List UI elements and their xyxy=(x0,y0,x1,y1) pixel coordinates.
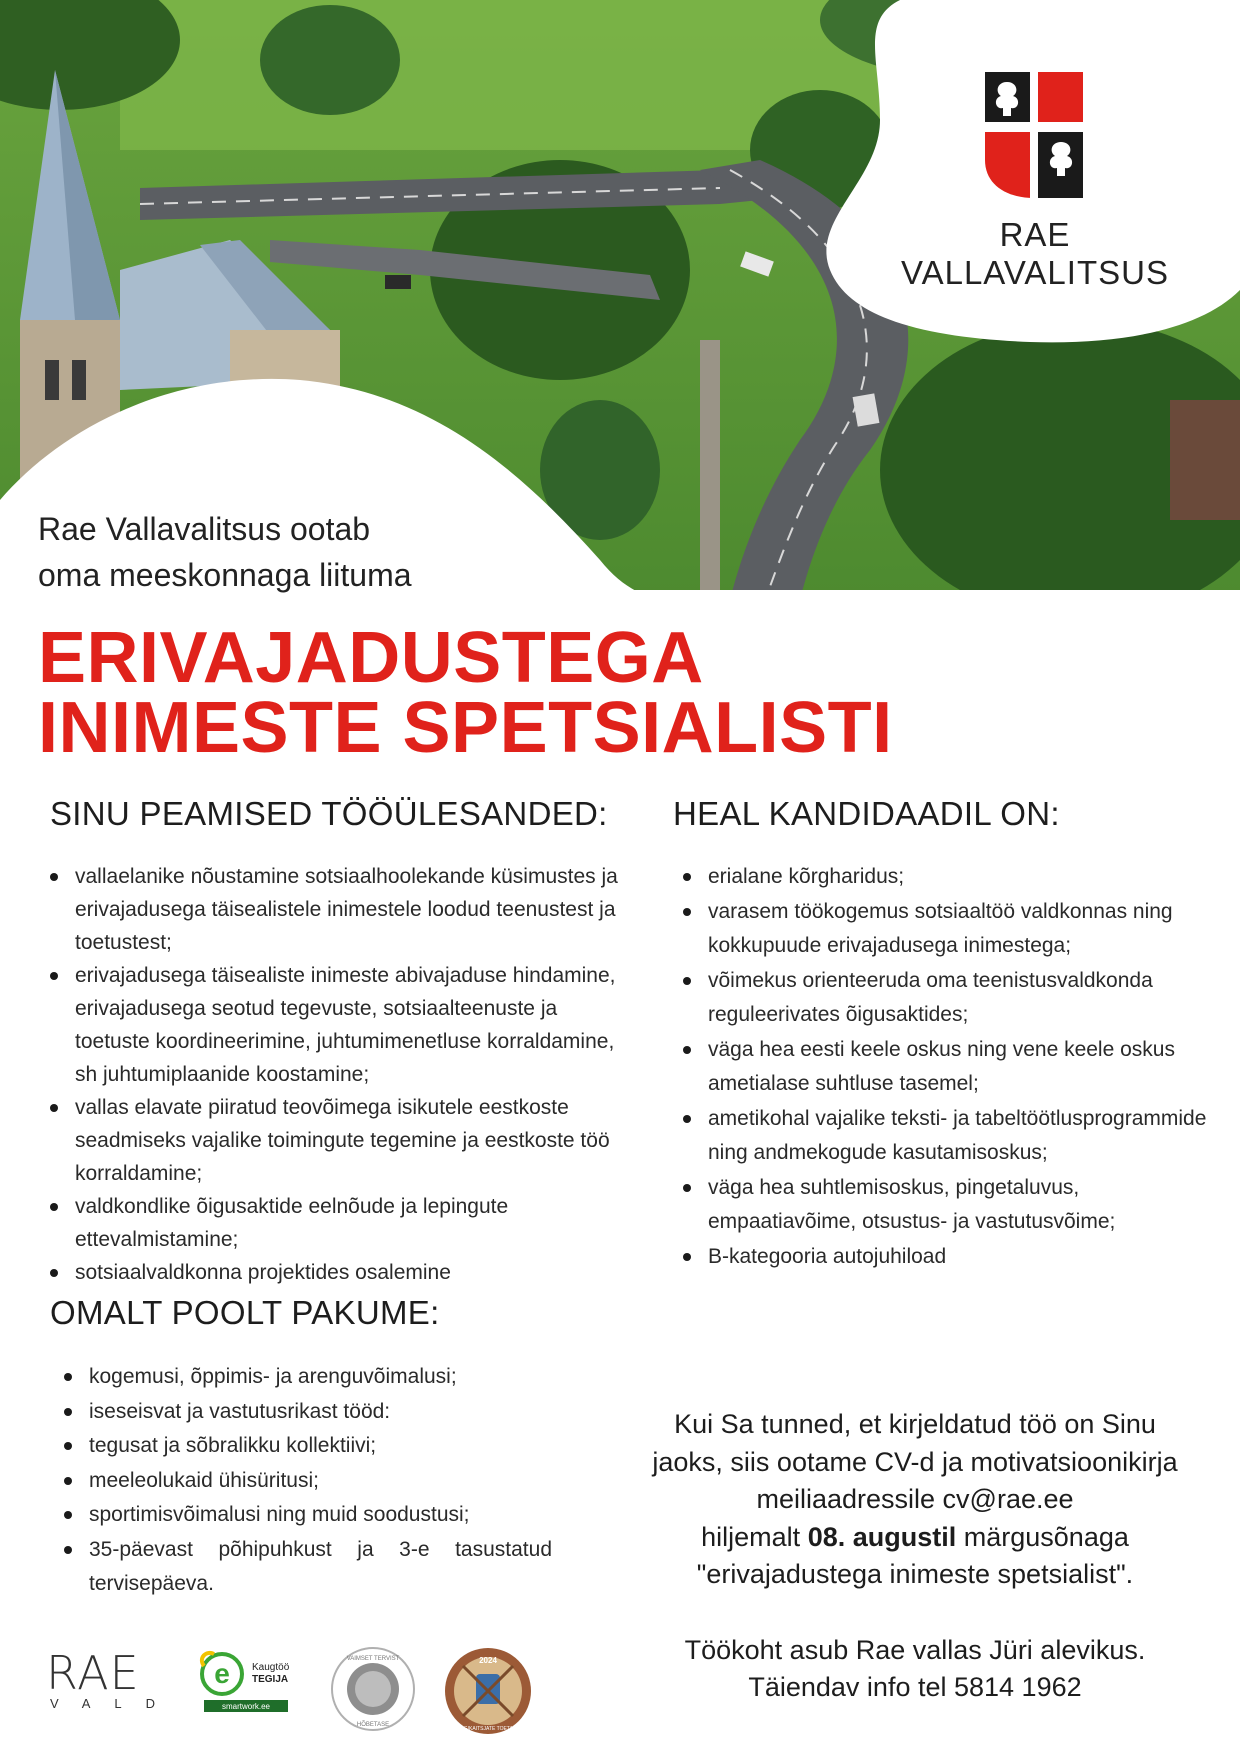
rae-vald-logo xyxy=(46,1646,179,1712)
rae-logo-word: RAE xyxy=(46,1646,140,1700)
list-item: sportimisvõimalusi ning muid soodustusi; xyxy=(64,1498,552,1533)
list-item: võimekus orienteeruda oma teenistusvaldkonda reguleerivates õigusaktides; xyxy=(683,964,1223,1033)
list-item: erivajadusega täisealiste inimeste abivajaduse hindamine, erivajadusega seotud tegevuste, sotsiaalteenuste ja toetuste koordineerimine, juhtumimenetluse korraldamine, sh juhtumiplaanide koostamine; xyxy=(50,959,630,1091)
kaugtoo-line2: TEGIJA xyxy=(252,1674,289,1685)
offer-list xyxy=(64,1360,552,1602)
kaugtoo-url: smartwork.ee xyxy=(221,1702,271,1711)
tasks-heading: SINU PEAMISED TÖÖÜLESANDED: xyxy=(50,795,608,832)
deadline-prefix: hiljemalt xyxy=(701,1521,801,1552)
list-item: väga hea eesti keele oskus ning vene keele oskus ametialase suhtluse tasemel; xyxy=(683,1033,1223,1102)
vaimset-tervist-badge xyxy=(330,1646,416,1732)
contact-line: Kui Sa tunned, et kirjeldatud töö on Sinu xyxy=(674,1409,1156,1439)
list-item: vallaelanike nõustamine sotsiaalhoolekande küsimustes ja erivajadusega täisealistele inimestele loodud teenustest ja toetustest; xyxy=(50,860,630,959)
offer-heading: OMALT POOLT PAKUME: xyxy=(50,1294,440,1331)
rae-coat-of-arms-icon xyxy=(983,70,1085,200)
kaugtoo-letter: e xyxy=(214,1658,230,1689)
organization-name: RAE VALLAVALITSUS xyxy=(901,216,1169,291)
kaitse-ring-text: RIIGIKAITSJATE TOETAJA xyxy=(457,1726,519,1732)
requirements-heading: HEAL KANDIDAADIL ON: xyxy=(673,795,1060,832)
job-title xyxy=(38,618,893,768)
intro-line: Rae Vallavalitsus ootab xyxy=(38,511,371,547)
job-title-line: ERIVAJADUSTEGA xyxy=(38,618,704,698)
list-item: 35-päevast põhipuhkust ja 3-e tasustatud tervisepäeva. xyxy=(64,1533,552,1602)
list-item: erialane kõrgharidus; xyxy=(683,860,1223,895)
vaimne-top-text: VAIMSET TERVIST xyxy=(346,1656,400,1662)
list-item: B-kategooria autojuhiload xyxy=(683,1240,1223,1275)
contact-line: meiliaadressile cv@rae.ee xyxy=(756,1484,1074,1514)
job-title-line: INIMESTE SPETSIALISTI xyxy=(38,688,893,768)
rae-logo-sub: VALD xyxy=(50,1696,179,1711)
list-item: valdkondlike õigusaktide eelnõude ja lepingute ettevalmistamine; xyxy=(50,1190,630,1256)
deadline-suffix: märgusõnaga xyxy=(963,1521,1129,1552)
vaimne-bottom-text: HÕBETASE xyxy=(356,1722,390,1728)
list-item: sotsiaalvaldkonna projektides osalemine xyxy=(50,1256,630,1289)
deadline-line xyxy=(630,1519,1200,1557)
kaugtoo-tegija-logo xyxy=(196,1648,296,1713)
kaugtoo-line1: Kaugtöö xyxy=(252,1662,290,1673)
list-item: vallas elavate piiratud teovõimega isikutele eestkoste seadmiseks vajalike toimingute tegemine ja eestkoste töö korraldamine; xyxy=(50,1091,630,1190)
list-item: väga hea suhtlemisoskus, pingetaluvus, empaatiavõime, otsustus- ja vastutusvõime; xyxy=(683,1171,1223,1240)
location-line: Töökoht asub Rae vallas Jüri alevikus. xyxy=(684,1634,1146,1665)
list-item: iseseisvat ja vastutusrikast tööd: xyxy=(64,1395,552,1430)
list-item: tegusat ja sõbralikku kollektiivi; xyxy=(64,1429,552,1464)
riigikaitsjate-toetaja-badge xyxy=(443,1646,533,1736)
requirements-list xyxy=(683,860,1223,1274)
intro-text xyxy=(38,506,412,598)
keyword-line: "erivajadustega inimeste spetsialist". xyxy=(696,1559,1134,1589)
contact-line: jaoks, siis ootame CV-d ja motivatsioonikirja xyxy=(652,1446,1178,1477)
kaitse-year: 2024 xyxy=(479,1656,497,1665)
phone-line: Täiendav info tel 5814 1962 xyxy=(748,1672,1082,1702)
list-item: kogemusi, õppimis- ja arenguvõimalusi; xyxy=(64,1360,552,1395)
tasks-list xyxy=(50,860,630,1289)
intro-line: oma meeskonnaga liituma xyxy=(38,557,412,593)
deadline-date: 08. augustil xyxy=(807,1521,957,1552)
list-item: ametikohal vajalike teksti- ja tabeltöötlusprogrammide ning andmekogude kasutamisoskus; xyxy=(683,1102,1223,1171)
contact-info xyxy=(630,1406,1200,1707)
list-item: varasem töökogemus sotsiaaltöö valdkonnas ning kokkupuude erivajadusega inimestega; xyxy=(683,895,1223,964)
list-item: meeleolukaid ühisüritusi; xyxy=(64,1464,552,1499)
